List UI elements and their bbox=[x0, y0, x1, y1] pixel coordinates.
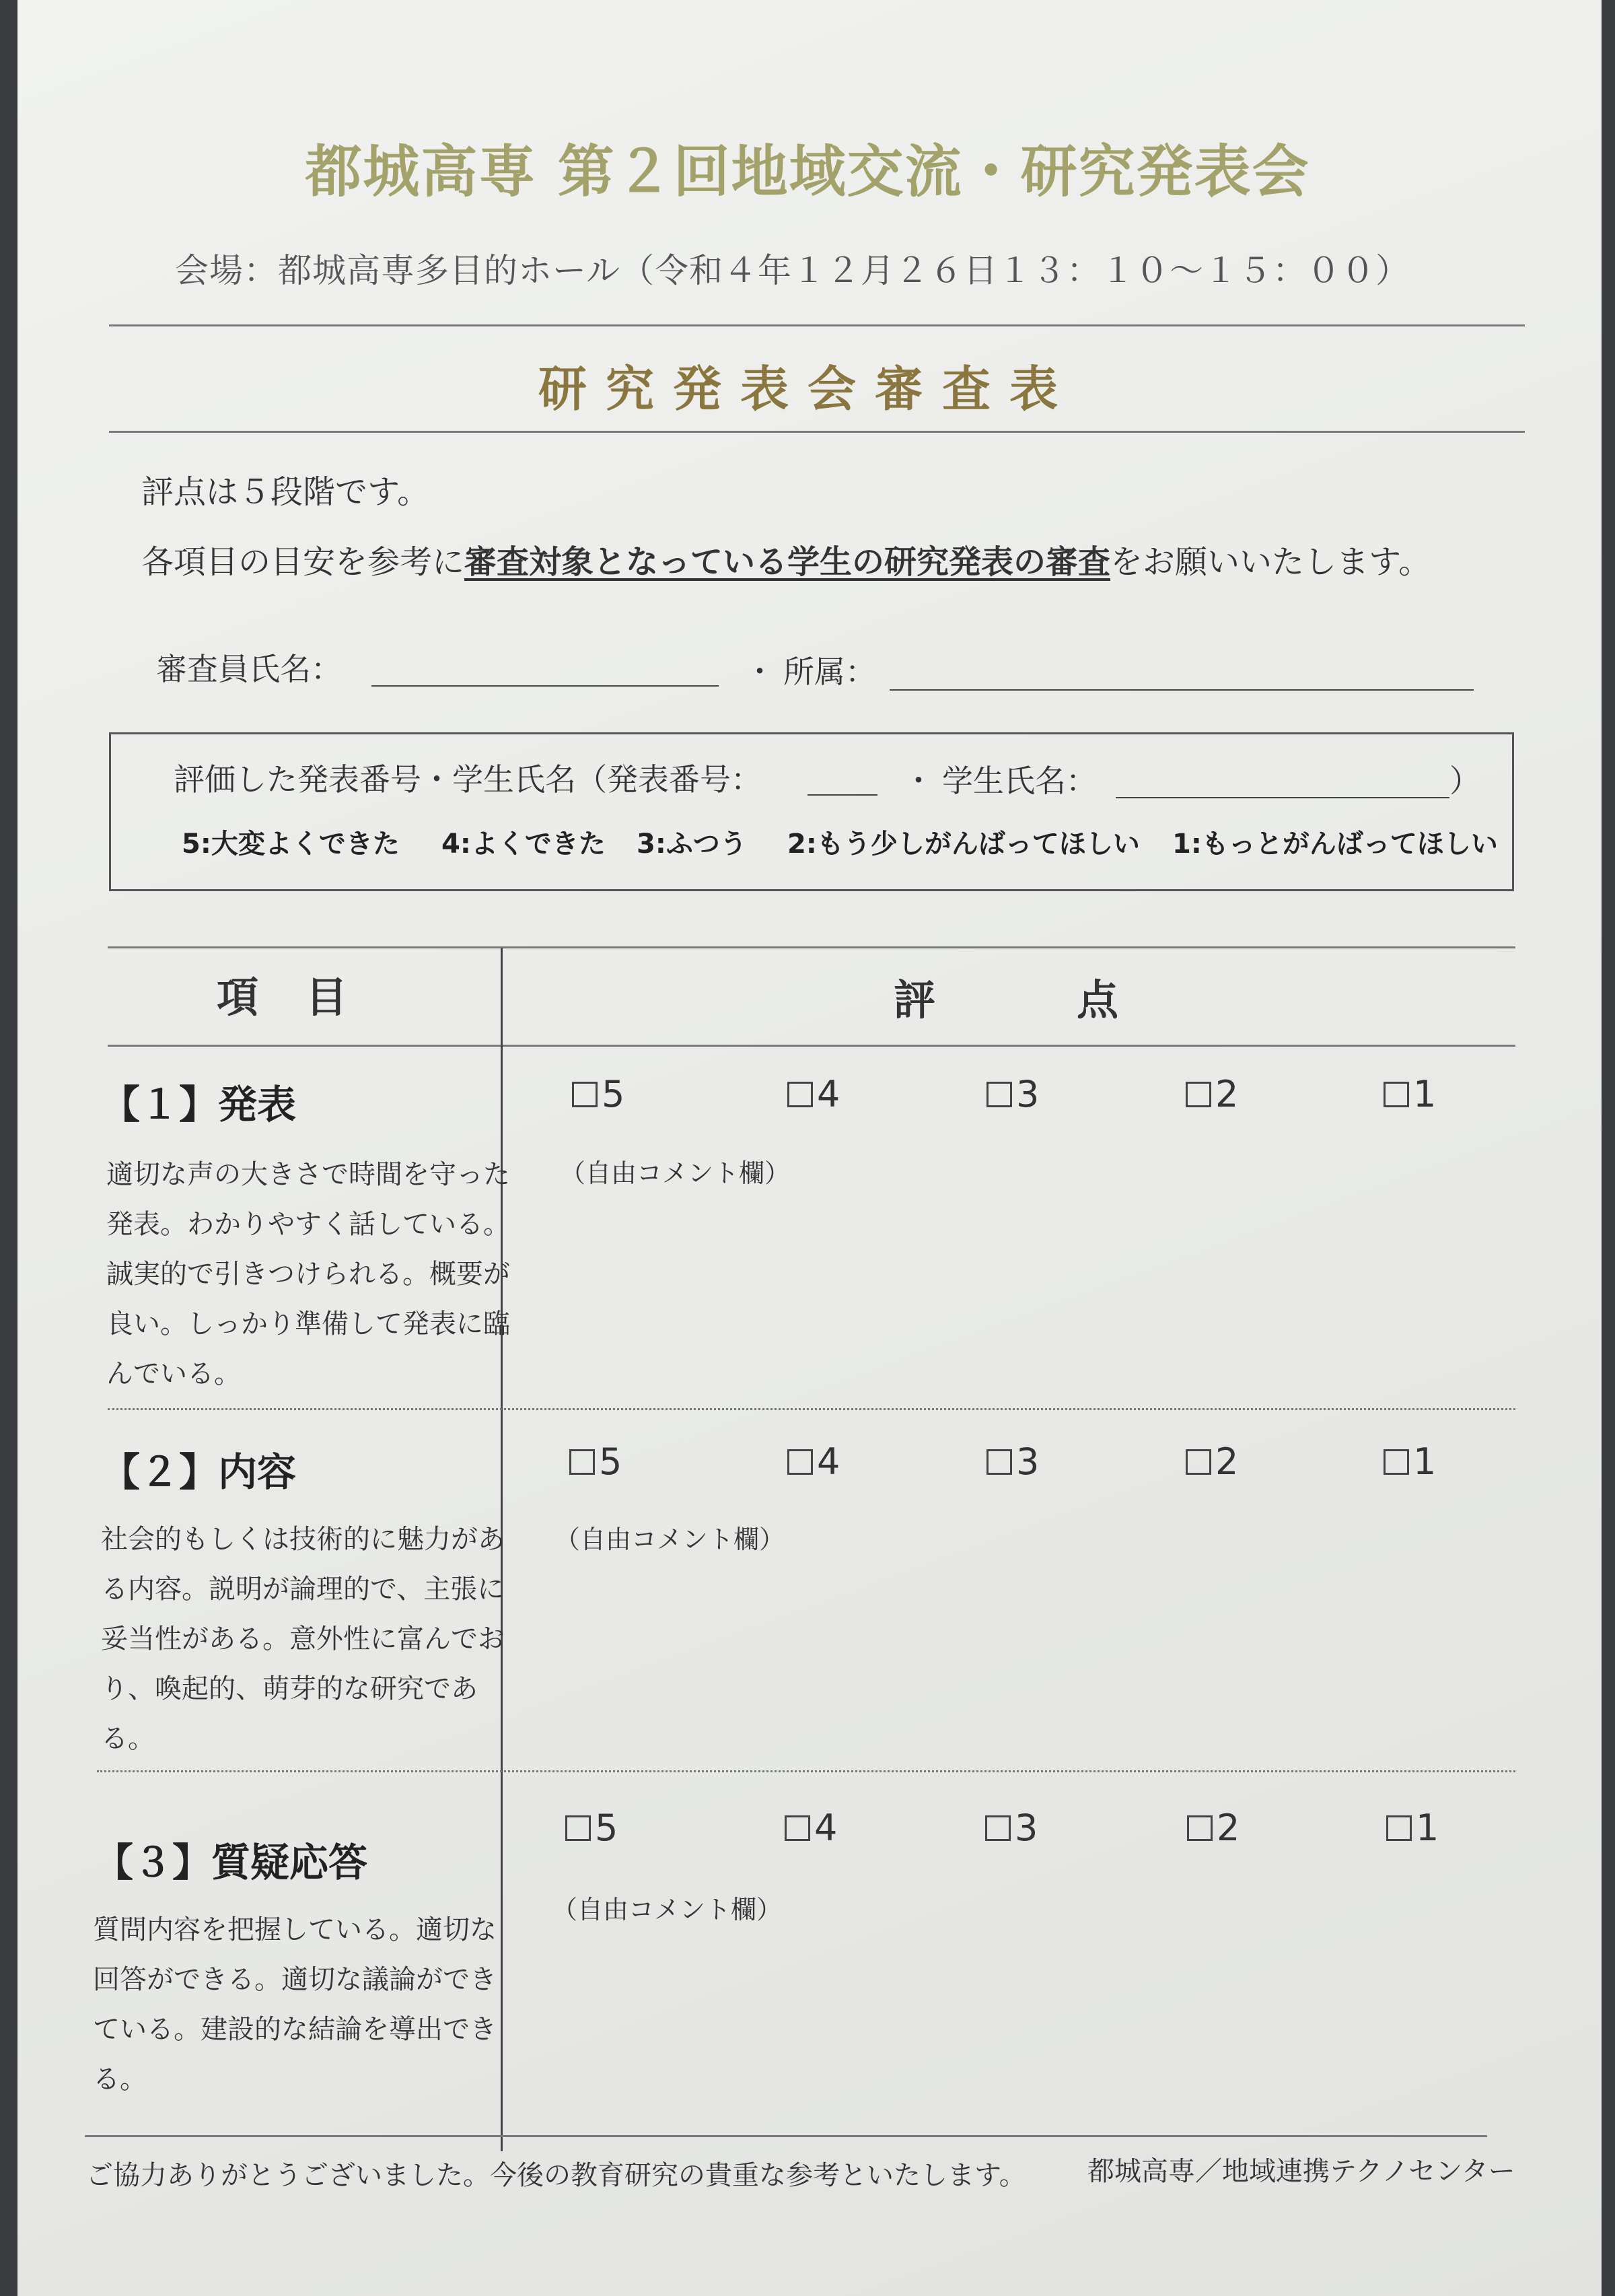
checkbox-icon[interactable] bbox=[986, 1082, 1012, 1107]
scale-5: 5:大変よくできた bbox=[182, 829, 400, 860]
score-option-3[interactable] bbox=[986, 1073, 1039, 1115]
option-label: 1 bbox=[1413, 1073, 1437, 1115]
footer-thanks: ご協力ありがとうございました。今後の教育研究の貴重な参考といたします。 bbox=[86, 2160, 1026, 2191]
item-1-title: 【１】発表 bbox=[101, 1082, 297, 1127]
score-option-1[interactable] bbox=[1386, 1807, 1439, 1849]
option-label: 5 bbox=[595, 1807, 618, 1849]
item-1-comment-label: （自由コメント欄） bbox=[560, 1158, 791, 1188]
checkbox-icon[interactable] bbox=[785, 1815, 810, 1841]
item-2-title: 【２】内容 bbox=[101, 1449, 297, 1495]
scale-1: 1:もっとがんばってほしい bbox=[1172, 829, 1498, 860]
item-3-comment-label: （自由コメント欄） bbox=[552, 1895, 783, 1924]
sheet-title: 研究発表会審査表 bbox=[538, 361, 1077, 417]
checkbox-icon[interactable] bbox=[986, 1449, 1012, 1475]
venue-info: 会場：都城高専多目的ホール（令和４年１２月２６日１３：１０～１５：００） bbox=[175, 251, 1410, 290]
table-top-rule bbox=[108, 946, 1515, 948]
instruction-text: 各項目の目安を参考に bbox=[141, 543, 465, 581]
reviewer-name-field[interactable] bbox=[371, 685, 719, 687]
option-label: 1 bbox=[1416, 1807, 1439, 1849]
checkbox-icon[interactable] bbox=[569, 1449, 595, 1475]
score-option-4[interactable] bbox=[787, 1440, 840, 1483]
score-option-4[interactable] bbox=[785, 1807, 837, 1849]
item-2-comment-label: （自由コメント欄） bbox=[554, 1525, 785, 1554]
option-label: 1 bbox=[1413, 1440, 1437, 1483]
option-label: 5 bbox=[602, 1073, 625, 1115]
score-option-1[interactable] bbox=[1384, 1440, 1436, 1483]
student-name-label: 学生氏名： bbox=[942, 763, 1097, 799]
eval-separator: ・ bbox=[903, 763, 934, 799]
option-label: 2 bbox=[1215, 1440, 1239, 1483]
affiliation-field[interactable] bbox=[890, 689, 1474, 691]
scale-3: 3:ふつう bbox=[637, 829, 747, 860]
table-header-rule bbox=[108, 1045, 1515, 1047]
score-option-3[interactable] bbox=[985, 1807, 1038, 1849]
score-option-5[interactable] bbox=[572, 1073, 624, 1115]
option-label: 2 bbox=[1217, 1807, 1240, 1849]
item-3-title: 【３】質疑応答 bbox=[94, 1840, 368, 1885]
page-title: 都城高専 第２回地域交流・研究発表会 bbox=[305, 139, 1310, 205]
score-option-5[interactable] bbox=[569, 1440, 622, 1483]
instruction-line-2 bbox=[141, 536, 1431, 582]
checkbox-icon[interactable] bbox=[1384, 1449, 1409, 1475]
score-option-2[interactable] bbox=[1186, 1073, 1238, 1115]
column-header-score: 評点 bbox=[894, 975, 1260, 1024]
checkbox-icon[interactable] bbox=[985, 1815, 1011, 1841]
presentation-number-label: 評価した発表番号・学生氏名（発表番号： bbox=[174, 761, 762, 798]
option-label: 4 bbox=[817, 1073, 840, 1115]
reviewer-separator: ・ bbox=[744, 654, 775, 690]
option-label: 2 bbox=[1215, 1073, 1239, 1115]
option-label: 5 bbox=[599, 1440, 622, 1483]
footer-organization: 都城高専／地域連携テクノセンター bbox=[1087, 2156, 1515, 2187]
option-label: 3 bbox=[1015, 1807, 1038, 1849]
option-label: 4 bbox=[817, 1440, 840, 1483]
score-option-1[interactable] bbox=[1384, 1073, 1436, 1115]
score-option-5[interactable] bbox=[565, 1807, 618, 1849]
column-header-item: 項目 bbox=[217, 973, 395, 1022]
checkbox-icon[interactable] bbox=[1186, 1082, 1211, 1107]
item-3-description: 質問内容を把握している。適切な回答ができる。適切な議論ができている。建設的な結論を導出できる。 bbox=[93, 1914, 497, 2095]
score-option-2[interactable] bbox=[1186, 1440, 1238, 1483]
student-name-field[interactable] bbox=[1116, 797, 1449, 798]
row-divider-1 bbox=[108, 1408, 1515, 1410]
checkbox-icon[interactable] bbox=[787, 1449, 813, 1475]
scale-4: 4:よくできた bbox=[441, 829, 606, 860]
score-option-2[interactable] bbox=[1187, 1807, 1240, 1849]
instruction-emphasis: 審査対象となっている学生の研究発表の審査 bbox=[464, 543, 1111, 581]
option-label: 3 bbox=[1016, 1440, 1040, 1483]
presentation-number-field[interactable] bbox=[808, 794, 877, 796]
checkbox-icon[interactable] bbox=[565, 1815, 591, 1841]
evaluated-presentation-label bbox=[174, 755, 762, 800]
checkbox-icon[interactable] bbox=[787, 1082, 813, 1107]
item-2-description: 社会的もしくは技術的に魅力がある内容。説明が論理的で、主張に妥当性がある。意外性に富んでおり、喚起的、萌芽的な研究である。 bbox=[101, 1524, 505, 1754]
instruction-line-1 bbox=[141, 466, 429, 512]
score-option-3[interactable] bbox=[986, 1440, 1039, 1483]
affiliation-label: 所属： bbox=[783, 654, 876, 690]
checkbox-icon[interactable] bbox=[572, 1082, 598, 1107]
score-option-4[interactable] bbox=[787, 1073, 840, 1115]
option-label: 3 bbox=[1016, 1073, 1040, 1115]
checkbox-icon[interactable] bbox=[1186, 1449, 1211, 1475]
checkbox-icon[interactable] bbox=[1187, 1815, 1213, 1841]
instruction-text: をお願いいたします。 bbox=[1110, 543, 1431, 581]
reviewer-name-label: 審査員氏名： bbox=[156, 651, 342, 687]
eval-close-paren: ） bbox=[1449, 763, 1480, 799]
scale-2: 2:もう少しがんばってほしい bbox=[787, 829, 1140, 860]
row-divider-2 bbox=[97, 1770, 1515, 1772]
option-label: 4 bbox=[814, 1807, 838, 1849]
checkbox-icon[interactable] bbox=[1384, 1082, 1409, 1107]
checkbox-icon[interactable] bbox=[1386, 1815, 1412, 1841]
divider-top bbox=[109, 324, 1525, 326]
instruction-text: 評点は５段階です。 bbox=[141, 473, 430, 511]
divider-under-title bbox=[109, 431, 1525, 433]
item-1-description: 適切な声の大きさで時間を守った発表。わかりやすく話している。誠実的で引きつけられる。概要が良い。しっかり準備して発表に臨んでいる。 bbox=[106, 1159, 510, 1389]
table-bottom-rule bbox=[85, 2135, 1487, 2137]
